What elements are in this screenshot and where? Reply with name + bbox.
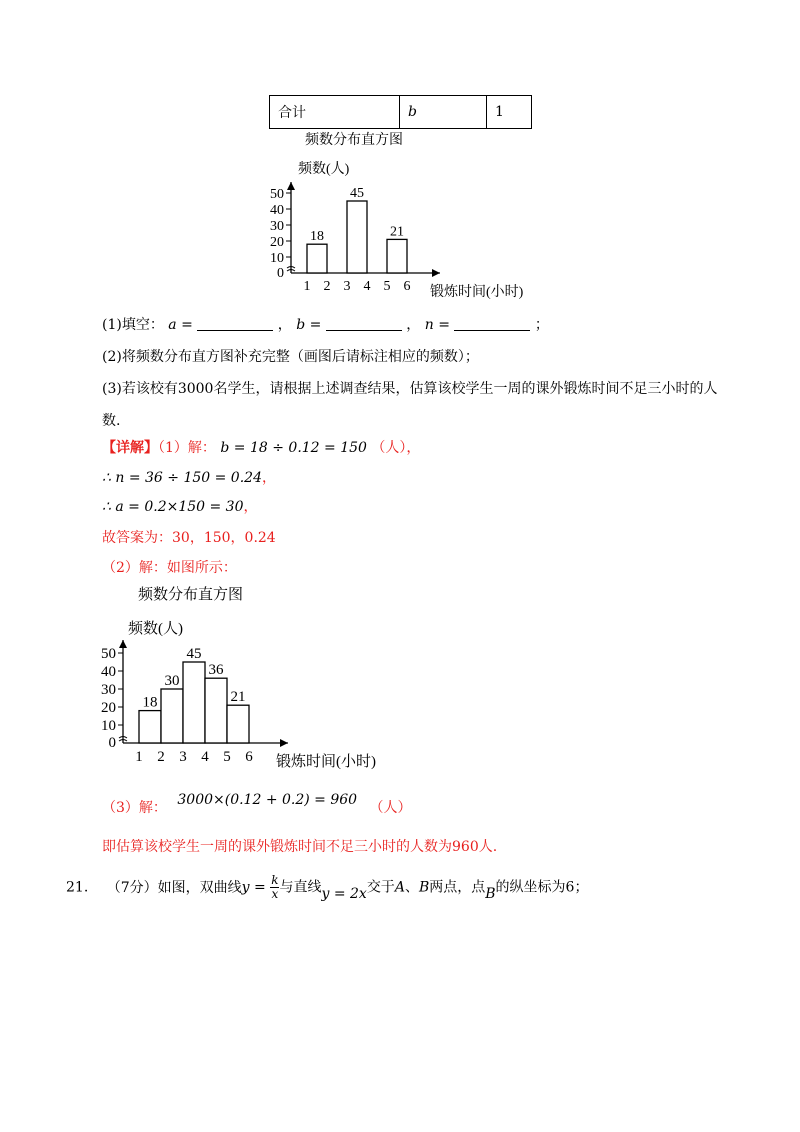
bars [139, 646, 249, 743]
unit-people: （人）， [371, 440, 421, 456]
y-tick-label: 10 [101, 718, 116, 734]
x-tick-label: 1 [303, 279, 311, 294]
x-tick-label: 5 [223, 749, 231, 765]
x-tick-label: 4 [201, 749, 209, 765]
y-axis-arrow [119, 640, 127, 648]
x-axis-label: 锻炼时间(小时) [430, 285, 524, 300]
y-tick-label: 50 [101, 646, 116, 662]
bar-value-label: 36 [208, 662, 224, 679]
y-axis-label: 频数(人) [298, 162, 350, 177]
question-number: 21. [66, 879, 89, 896]
q1-eq: = [309, 317, 322, 333]
x-tick-label: 6 [403, 279, 411, 294]
x-tick-label: 1 [135, 749, 143, 765]
x-axis-label: 锻炼时间(小时) [276, 754, 376, 770]
bar [139, 711, 161, 743]
q1-n-var: n [424, 317, 434, 333]
q21-y-eq: y = [241, 879, 266, 896]
x-tick-label: 2 [323, 279, 331, 294]
equation-estimate: 3000×(0.12 + 0.2) = 960 [177, 792, 358, 808]
y-tick-label: 30 [101, 682, 116, 698]
y-tick-label: 40 [101, 664, 116, 680]
fraction-denominator: x [271, 887, 279, 901]
y-tick-label: 0 [108, 735, 116, 751]
point-a: A [394, 879, 405, 896]
q1-end: ； [534, 317, 549, 333]
x-tick-label: 3 [179, 749, 187, 765]
q21-mid: 与直线 [279, 879, 322, 896]
x-tick-label: 3 [343, 279, 351, 294]
q1-a-var: a [168, 317, 177, 333]
conclusion: 即估算该校学生一周的课外锻炼时间不足三小时的人数为960人. [102, 839, 498, 855]
question-3-line2: 数. [102, 413, 121, 429]
question-21 [66, 874, 588, 901]
y-tick-label: 20 [101, 700, 116, 716]
equation-b: b = 18 ÷ 0.12 = 150 [220, 440, 367, 456]
q1-comma: ， [406, 317, 421, 333]
q21-tail2: 两点，点 [429, 879, 486, 896]
point-b: B [418, 879, 430, 896]
y-tick-label: 10 [270, 251, 284, 266]
y-tick-label: 30 [270, 219, 284, 234]
q21-line-eq: y = 2x [321, 885, 367, 902]
table-cell-label: 合计 [270, 96, 400, 129]
bar-value-label: 21 [230, 689, 246, 706]
q21-tail3: 的纵坐标为6； [495, 879, 589, 896]
x-tick-label: 4 [363, 279, 371, 294]
bar-value-label: 18 [142, 694, 158, 711]
x-tick-label: 2 [157, 749, 165, 765]
question-2: (2)将频数分布直方图补充完整（画图后请标注相应的频数）； [102, 349, 479, 365]
q21-points: （7分）如图，双曲线 [106, 879, 242, 896]
solution-part2: （2）解：如图所示： [102, 560, 237, 576]
solution-heading: 【详解】 [102, 440, 158, 456]
chart-title: 频数分布直方图 [305, 133, 403, 148]
equation-n-text: ∴ n = 36 ÷ 150 = 0.24 [102, 470, 262, 486]
q21-tail1: 交于 [366, 879, 395, 896]
bar [183, 662, 205, 743]
unit-people: （人） [369, 800, 412, 816]
bar-value-label: 45 [350, 186, 364, 201]
q1-comma: ， [277, 317, 292, 333]
solution-part3-label: （3）解： [102, 800, 167, 816]
bar [205, 678, 227, 743]
bar-value-label: 45 [186, 646, 202, 662]
q1-eq: = [181, 317, 193, 333]
comma: ， [261, 470, 276, 486]
bar-value-label: 30 [164, 673, 180, 689]
bar [227, 705, 249, 743]
x-tick-label: 6 [245, 749, 253, 765]
bar-value-label: 18 [310, 229, 324, 245]
question-3-line1: (3)若该校有3000名学生，请根据上述调查结果，估算该校学生一周的课外锻炼时间不足三小时的人 [102, 381, 718, 397]
solution-part1-label: （1）解： [158, 440, 216, 456]
table-cell-total: 1 [487, 96, 532, 129]
q1-prefix: (1)填空： [102, 317, 164, 333]
bar-value-label: 21 [390, 224, 404, 240]
x-axis-arrow [280, 739, 288, 747]
comma: ， [243, 499, 258, 515]
fraction-numerator: k [271, 873, 279, 887]
y-axis-label: 频数(人) [128, 621, 183, 637]
table-cell-b: b [400, 96, 487, 129]
y-tick-label: 50 [270, 187, 284, 202]
y-tick-label: 40 [270, 203, 284, 218]
separator: 、 [404, 879, 419, 896]
q1-eq: = [438, 317, 450, 333]
x-tick-label: 5 [383, 279, 391, 294]
chart-title: 频数分布直方图 [138, 587, 244, 603]
solution-part3 [102, 792, 412, 817]
point-b-label: B [485, 885, 496, 902]
q1-b-var: b [296, 317, 306, 333]
y-tick-label: 20 [270, 235, 284, 250]
bar [161, 689, 183, 743]
y-tick-label: 0 [277, 266, 284, 281]
answer-summary: 故答案为：30，150，0.24 [102, 530, 276, 546]
equation-a-text: ∴ a = 0.2×150 = 30 [102, 499, 244, 515]
